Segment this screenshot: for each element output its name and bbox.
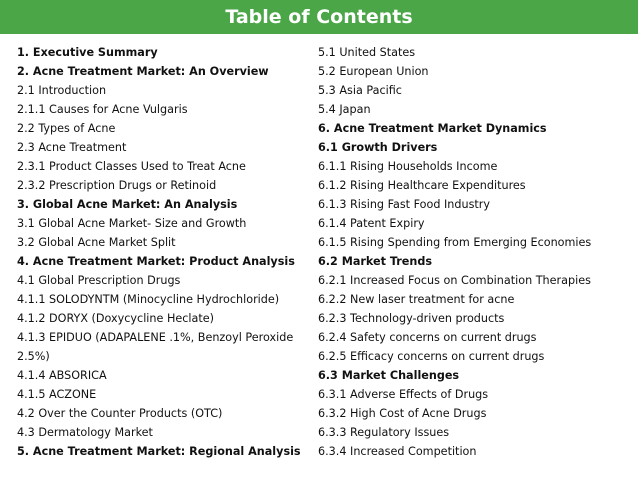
toc-section-heading: 1. Executive Summary [17, 46, 158, 59]
toc-section-heading: 4. Acne Treatment Market: Product Analysis [17, 255, 295, 268]
toc-entry: 6.2.1 Increased Focus on Combination Therapies [318, 274, 591, 287]
toc-right-column [318, 43, 630, 461]
toc-entry: 4.1.5 ACZONE [17, 388, 97, 401]
toc-entry: 6.3.3 Regulatory Issues [318, 426, 450, 439]
toc-entry: 6.2.2 New laser treatment for acne [318, 293, 515, 306]
toc-entry: 4.2 Over the Counter Products (OTC) [17, 407, 223, 420]
toc-entry: 6.3.2 High Cost of Acne Drugs [318, 407, 487, 420]
toc-entry: 6.2.5 Efficacy concerns on current drugs [318, 350, 545, 363]
toc-entry: 2.3.2 Prescription Drugs or Retinoid [17, 179, 217, 192]
toc-entry: 2.1.1 Causes for Acne Vulgaris [17, 103, 188, 116]
toc-entry: 4.1.1 SOLODYNTM (Minocycline Hydrochloride) [17, 293, 280, 306]
toc-entry: 6.1.5 Rising Spending from Emerging Economies [318, 236, 592, 249]
toc-entry: 6.1.3 Rising Fast Food Industry [318, 198, 491, 211]
toc-entry: 6.3.4 Increased Competition [318, 445, 477, 458]
toc-entry: 4.1.4 ABSORICA [17, 369, 107, 382]
toc-entry: 4.1 Global Prescription Drugs [17, 274, 181, 287]
toc-entry: 5.4 Japan [318, 103, 371, 116]
toc-section-heading: 2. Acne Treatment Market: An Overview [17, 65, 269, 78]
toc-entry: 5.1 United States [318, 46, 416, 59]
toc-section-heading: 6.2 Market Trends [318, 255, 433, 268]
toc-entry: 4.1.2 DORYX (Doxycycline Heclate) [17, 312, 214, 325]
toc-entry: 6.1.2 Rising Healthcare Expenditures [318, 179, 526, 192]
toc-entry: 2.3.1 Product Classes Used to Treat Acne [17, 160, 246, 173]
toc-entry: 6.2.3 Technology-driven products [318, 312, 505, 325]
toc-entry: 6.1.4 Patent Expiry [318, 217, 425, 230]
toc-left-column [17, 43, 307, 461]
toc-entry: 2.5%) [17, 350, 50, 363]
toc-entry: 2.1 Introduction [17, 84, 107, 97]
page-title: Table of Contents [225, 6, 413, 28]
toc-entry: 3.2 Global Acne Market Split [17, 236, 176, 249]
toc-entry: 4.1.3 EPIDUO (ADAPALENE .1%, Benzoyl Peroxide [17, 331, 294, 344]
toc-entry: 4.3 Dermatology Market [17, 426, 153, 439]
toc-entry: 5.3 Asia Pacific [318, 84, 402, 97]
toc-section-heading: 5. Acne Treatment Market: Regional Analysis [17, 445, 301, 458]
toc-section-heading: 6. Acne Treatment Market Dynamics [318, 122, 547, 135]
toc-entry: 3.1 Global Acne Market- Size and Growth [17, 217, 247, 230]
toc-entry: 5.2 European Union [318, 65, 429, 78]
toc-entry: 2.2 Types of Acne [17, 122, 116, 135]
toc-section-heading: 6.1 Growth Drivers [318, 141, 438, 154]
toc-section-heading: 3. Global Acne Market: An Analysis [17, 198, 238, 211]
toc-entry: 6.1.1 Rising Households Income [318, 160, 498, 173]
toc-section-heading: 6.3 Market Challenges [318, 369, 460, 382]
toc-entry: 6.2.4 Safety concerns on current drugs [318, 331, 537, 344]
toc-entry: 2.3 Acne Treatment [17, 141, 127, 154]
toc-entry: 6.3.1 Adverse Effects of Drugs [318, 388, 489, 401]
